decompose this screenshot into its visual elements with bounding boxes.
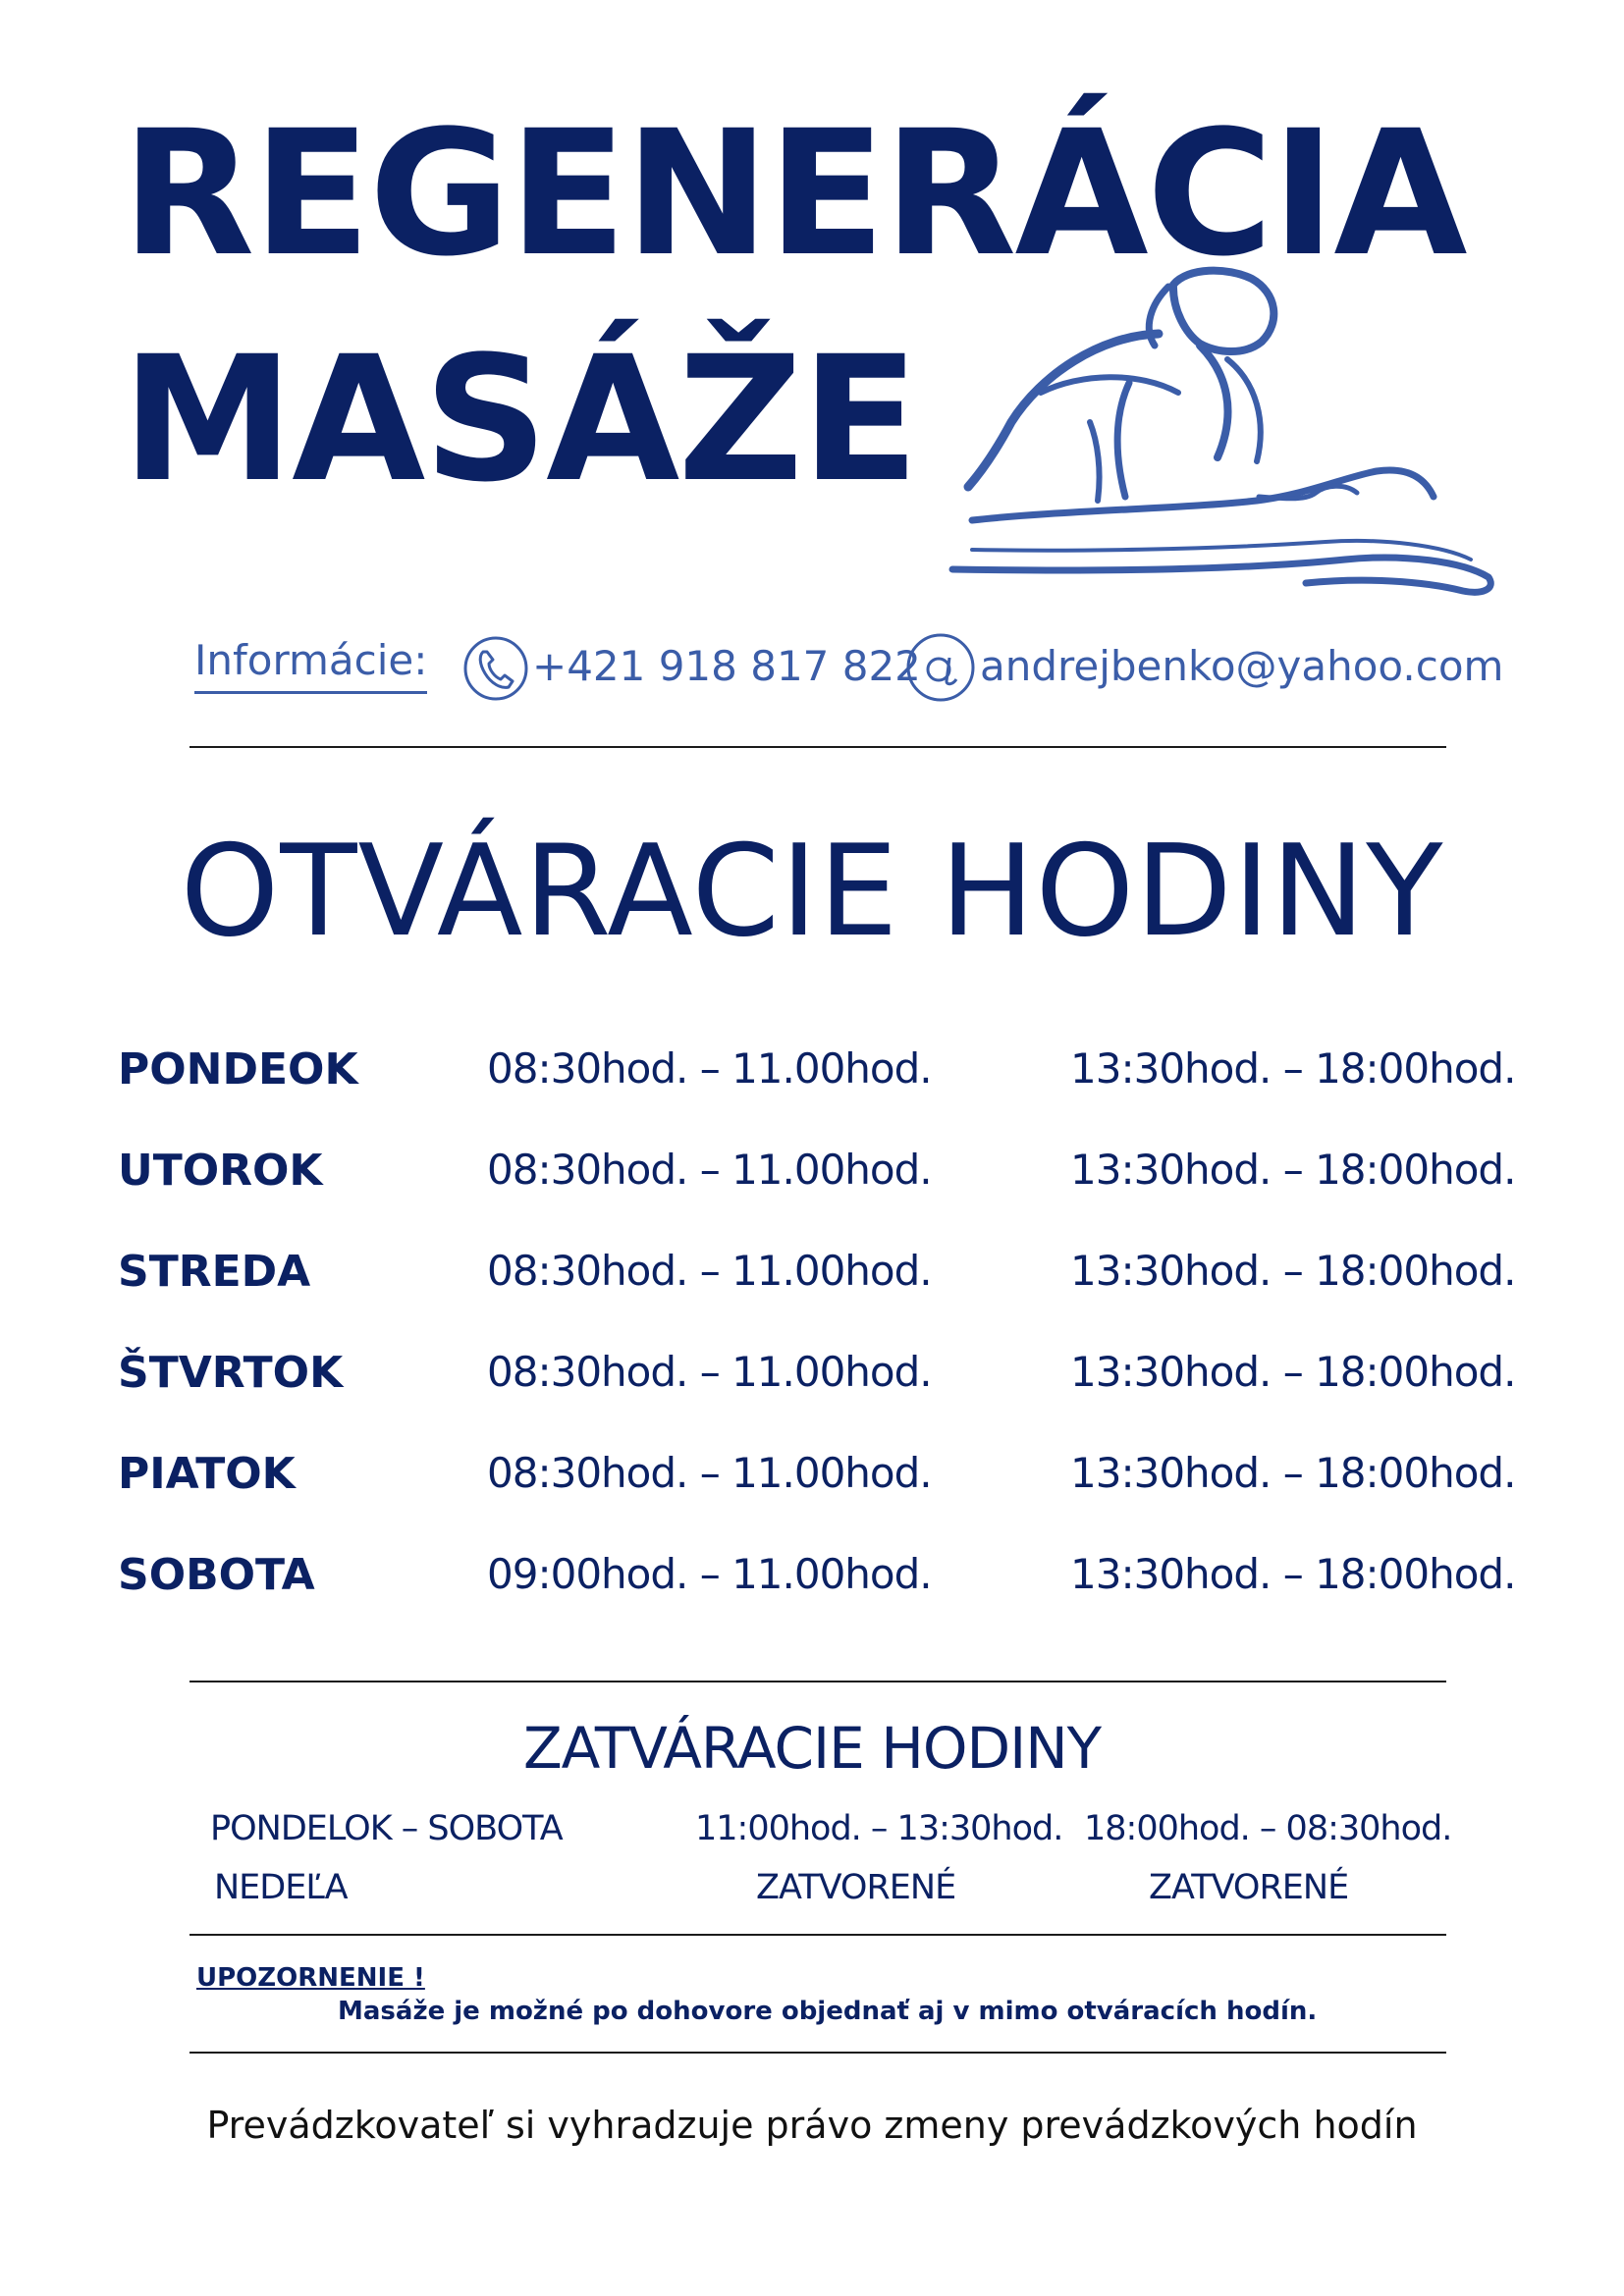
day-name: UTOROK (118, 1146, 323, 1196)
closing-days: NEDEĽA (214, 1868, 348, 1907)
morning-hours: 08:30hod. – 11.00hod. (487, 1044, 932, 1093)
phone-number[interactable]: +421 918 817 822 (532, 642, 921, 690)
morning-hours: 08:30hod. – 11.00hod. (487, 1146, 932, 1194)
morning-hours: 08:30hod. – 11.00hod. (487, 1348, 932, 1396)
afternoon-hours: 13:30hod. – 18:00hod. (1070, 1247, 1516, 1295)
afternoon-hours: 13:30hod. – 18:00hod. (1070, 1449, 1516, 1497)
midday-closed-hours: ZATVORENÉ (756, 1868, 956, 1907)
day-name: STREDA (118, 1247, 311, 1297)
day-name: SOBOTA (118, 1550, 315, 1600)
email-address[interactable]: andrejbenko@yahoo.com (980, 642, 1504, 690)
afternoon-hours: 13:30hod. – 18:00hod. (1070, 1348, 1516, 1396)
day-name: PONDEOK (118, 1044, 358, 1095)
at-sign-icon (903, 630, 978, 705)
notice-text: Masáže je možné po dohovore objednať aj v mimo otváracích hodín. (338, 1997, 1318, 2026)
title-line-masaze: MASÁŽE (122, 319, 918, 520)
morning-hours: 09:00hod. – 11.00hod. (487, 1550, 932, 1598)
night-closed-hours: 18:00hod. – 08:30hod. (1084, 1809, 1452, 1848)
divider (189, 1681, 1446, 1682)
afternoon-hours: 13:30hod. – 18:00hod. (1070, 1146, 1516, 1194)
afternoon-hours: 13:30hod. – 18:00hod. (1070, 1550, 1516, 1598)
info-label: Informácie: (194, 640, 427, 694)
afternoon-hours: 13:30hod. – 18:00hod. (1070, 1044, 1516, 1093)
phone-icon (461, 634, 530, 703)
day-name: ŠTVRTOK (118, 1348, 344, 1398)
divider (189, 1934, 1446, 1936)
title-line-regeneracia: REGENERÁCIA (122, 93, 1466, 294)
closing-days: PONDELOK – SOBOTA (210, 1809, 563, 1848)
divider (189, 2052, 1446, 2054)
morning-hours: 08:30hod. – 11.00hod. (487, 1449, 932, 1497)
opening-hours-title: OTVÁRACIE HODINY (180, 819, 1444, 965)
night-closed-hours: ZATVORENÉ (1149, 1868, 1349, 1907)
day-name: PIATOK (118, 1449, 296, 1499)
divider (189, 746, 1446, 748)
morning-hours: 08:30hod. – 11.00hod. (487, 1247, 932, 1295)
midday-closed-hours: 11:00hod. – 13:30hod. (695, 1809, 1063, 1848)
operator-note: Prevádzkovateľ si vyhradzuje právo zmeny prevádzkových hodín (206, 2104, 1418, 2147)
massage-illustration-icon (933, 265, 1502, 599)
notice-heading: UPOZORNENIE ! (196, 1963, 425, 1993)
closing-hours-title: ZATVÁRACIE HODINY (522, 1715, 1102, 1782)
